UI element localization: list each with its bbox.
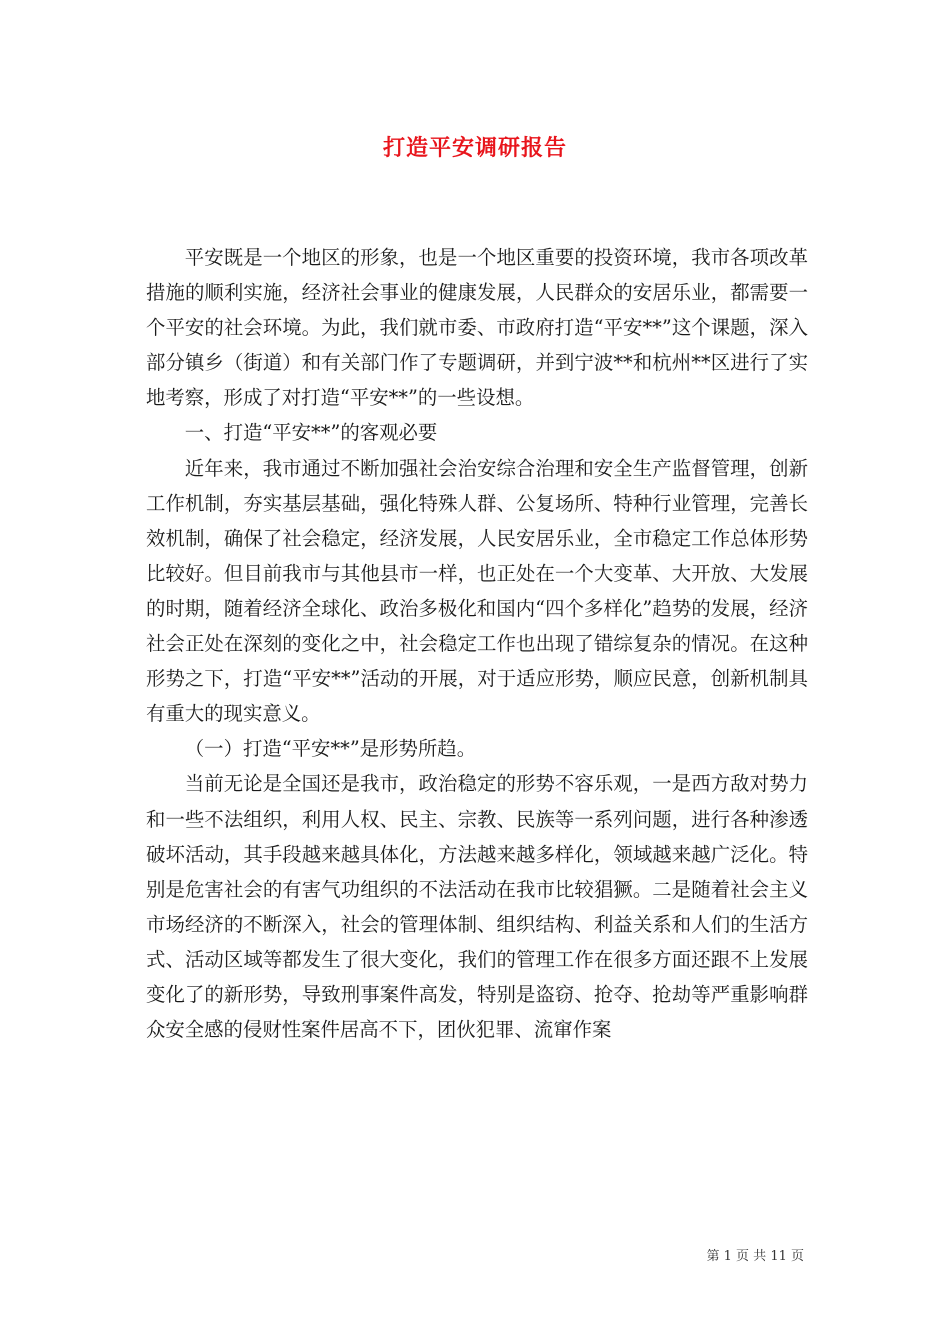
- paragraph-section-1: 近年来，我市通过不断加强社会治安综合治理和安全生产监督管理，创新工作机制，夯实基层基础，强化特殊人群、公复场所、特种行业管理，完善长效机制，确保了社会稳定，经济发展，人民安居乐业，全市稳定工作总体形势比较好。但目前我市与其他县市一样，也正处在一个大变革、大开放、大发展的时期，随着经济全球化、政治多极化和国内“四个多样化”趋势的发展，经济社会正处在深刻的变化之中，社会稳定工作也出现了错综复杂的情况。在这种形势之下，打造“平安**”活动的开展，对于适应形势，顺应民意，创新机制具有重大的现实意义。: [146, 456, 808, 726]
- page-title: 打造平安调研报告: [382, 135, 567, 161]
- subsection-heading-1: （一）打造“平安**”是形势所趋。: [184, 737, 477, 761]
- paragraph-subsection-1: 当前无论是全国还是我市，政治稳定的形势不容乐观，一是西方敌对势力和一些不法组织，利用人权、民主、宗教、民族等一系列问题，进行各种渗透破坏活动，其手段越来越具体化，方法越来越多样化，领域越来越广泛化。特别是危害社会的有害气功组织的不法活动在我市比较猖獗。二是随着社会主义市场经济的不断深入，社会的管理体制、组织结构、利益关系和人们的生活方式、活动区域等都发生了很大变化，我们的管理工作在很多方面还跟不上发展变化了的新形势，导致刑事案件高发，特别是盗窃、抢夺、抢劫等严重影响群众安全感的侵财性案件居高不下，团伙犯罪、流窜作案: [146, 772, 808, 1042]
- document-body: [146, 240, 808, 1047]
- section-heading-1: 一、打造“平安**”的客观必要: [184, 421, 438, 445]
- page-number: 第 1 页 共 11 页: [706, 1249, 804, 1264]
- paragraph-intro: 平安既是一个地区的形象，也是一个地区重要的投资环境，我市各项改革措施的顺利实施，经济社会事业的健康发展，人民群众的安居乐业，都需要一个平安的社会环境。为此，我们就市委、市政府打造“平安**”这个课题，深入部分镇乡（街道）和有关部门作了专题调研，并到宁波**和杭州**区进行了实地考察，形成了对打造“平安**”的一些设想。: [146, 246, 808, 410]
